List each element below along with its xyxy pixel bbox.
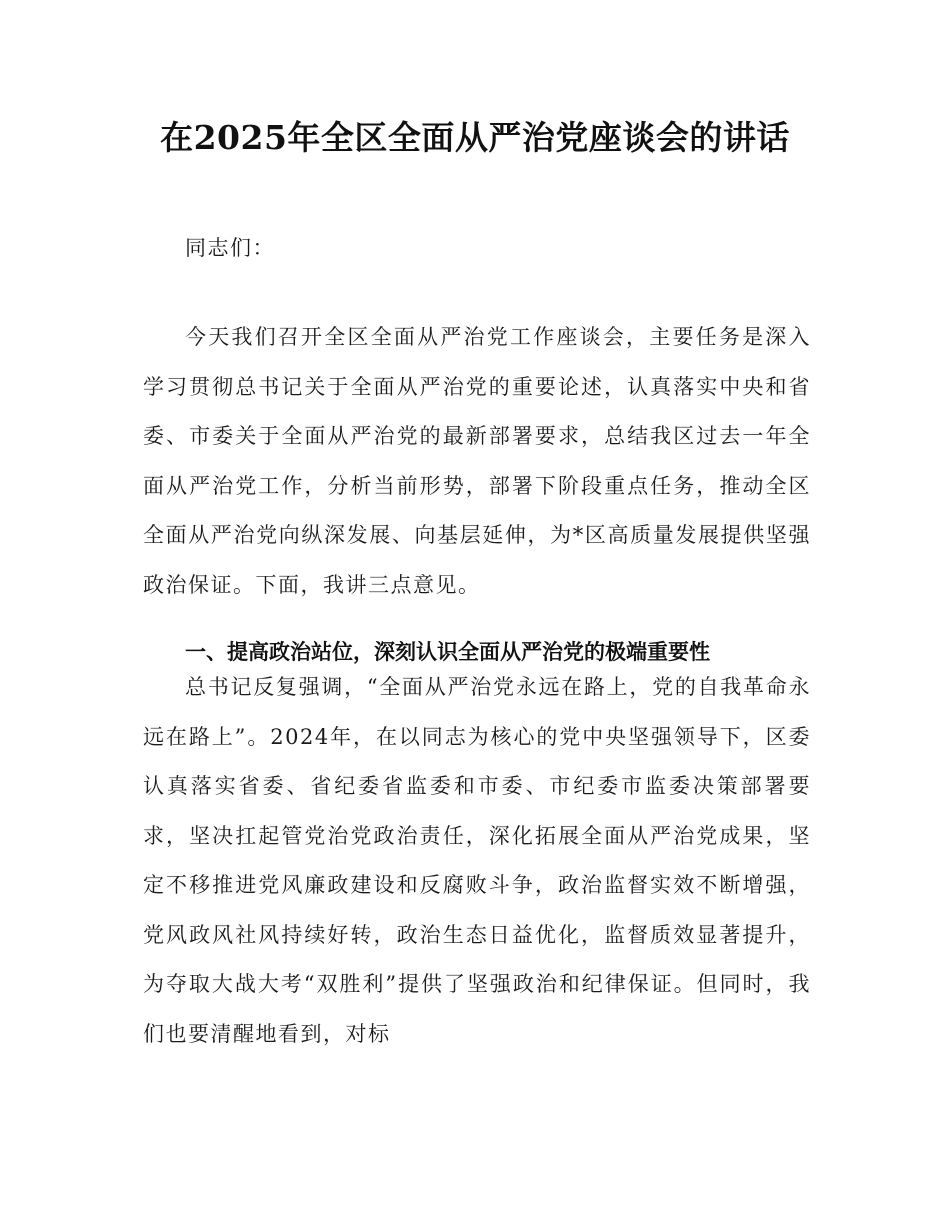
paragraph-section-1: 总书记反复强调，“全面从严治党永远在路上，党的自我革命永远在路上”。2024年，在以同志为核心的党中央坚强领导下，区委认真落实省委、省纪委省监委和市委、市纪委市监委决策部署要求，坚决扛起管党治党政治责任，深化拓展全面从严治党成果，坚定不移推进党风廉政建设和反腐败斗争，政治监督实效不断增强，党风政风社风持续好转，政治生态日益优化，监督质效显著提升，为夺取大战大考“双胜利”提供了坚强政治和纪律保证。但同时，我们也要清醒地看到，对标: [143, 675, 811, 1046]
document-title: 在2025年全区全面从严治党座谈会的讲话: [160, 118, 790, 157]
paragraph-intro: 今天我们召开全区全面从严治党工作座谈会，主要任务是深入学习贯彻总书记关于全面从严治党的重要论述，认真落实中央和省委、市委关于全面从严治党的最新部署要求，总结我区过去一年全面从严治党工作，分析当前形势，部署下阶段重点任务，推动全区全面从严治党向纵深发展、向基层延伸，为*区高质量发展提供坚强政治保证。下面，我讲三点意见。: [143, 325, 811, 597]
section-heading-1: 一、提高政治站位，深刻认识全面从严治党的极端重要性: [185, 640, 710, 664]
salutation: [143, 228, 811, 268]
salutation-text: 同志们：: [185, 236, 275, 260]
